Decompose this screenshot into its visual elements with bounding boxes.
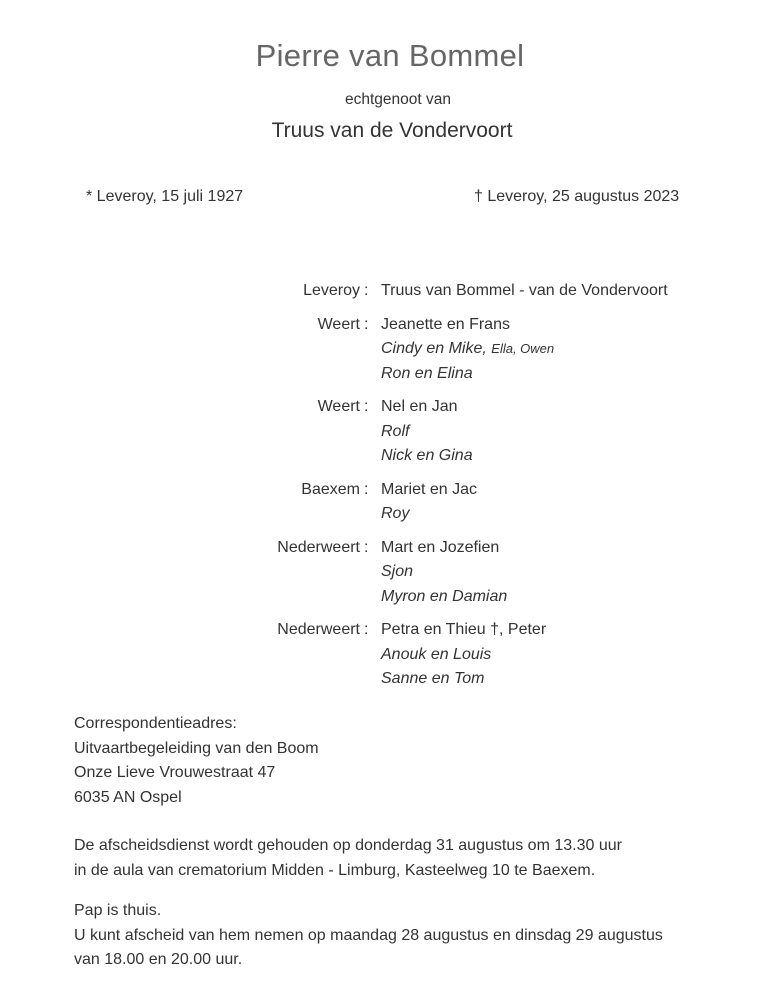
family-member-line — [381, 585, 507, 610]
member-names: Jeanette en Frans — [381, 315, 510, 333]
family-place: Leveroy — [303, 282, 360, 299]
service-block — [74, 834, 622, 883]
separator: : — [364, 538, 369, 556]
family-members — [380, 478, 477, 527]
visitation-line: U kunt afscheid van hem nemen op maandag 28 augustus en dinsdag 29 augustus — [74, 926, 663, 944]
deceased-name: Pierre van Bommel — [255, 38, 525, 73]
family-members — [380, 536, 507, 610]
family-member-line — [381, 667, 546, 692]
correspondence-line: Onze Lieve Vrouwestraat 47 — [74, 764, 276, 781]
member-names: Sanne en Tom — [381, 670, 485, 687]
correspondence-line: 6035 AN Ospel — [74, 788, 182, 806]
family-member-line — [381, 536, 507, 561]
family-group — [200, 536, 740, 610]
separator: : — [364, 398, 369, 415]
member-names: Mart en Jozefien — [381, 538, 500, 556]
visitation-line: Pap is thuis. — [74, 902, 162, 919]
family-group — [200, 618, 740, 692]
great-grandchildren-names: Ella, Owen — [491, 341, 555, 356]
family-member-line — [381, 420, 473, 445]
member-names: Roy — [381, 505, 410, 522]
family-member-line — [381, 362, 554, 387]
family-members — [380, 313, 554, 387]
family-member-line — [381, 395, 473, 420]
service-line: De afscheidsdienst wordt gehouden op donderdag 31 augustus om 13.30 uur — [74, 837, 622, 854]
family-group — [200, 279, 740, 304]
relation-label: echtgenoot van — [344, 91, 451, 108]
member-names: Petra en Thieu †, Peter — [381, 621, 547, 638]
separator: : — [364, 282, 369, 299]
family-members — [380, 618, 546, 692]
family-member-line — [381, 643, 546, 668]
correspondence-line: Uitvaartbegeleiding van den Boom — [74, 739, 319, 757]
visitation-block — [74, 899, 663, 973]
death-date: † Leveroy, 25 augustus 2023 — [474, 188, 680, 205]
visitation-line: van 18.00 en 20.00 uur. — [74, 951, 243, 968]
family-group — [200, 478, 740, 527]
family-member-line — [381, 444, 473, 469]
separator: : — [364, 621, 369, 638]
member-names: Rolf — [381, 422, 410, 440]
family-member-line — [381, 478, 477, 503]
member-names: Nick en Gina — [381, 447, 473, 464]
family-place: Weert — [317, 315, 360, 333]
family-member-line — [381, 337, 554, 362]
correspondence-heading: Correspondentieadres: — [74, 715, 237, 732]
member-names: Cindy en Mike, — [381, 340, 487, 357]
family-member-line — [381, 279, 668, 304]
member-names: Mariet en Jac — [381, 480, 478, 498]
family-place: Nederweert — [277, 621, 360, 638]
family-place: Baexem — [301, 480, 360, 498]
family-member-line — [381, 560, 507, 585]
member-names: Anouk en Louis — [381, 645, 492, 663]
family-members — [380, 279, 668, 304]
member-names: Sjon — [381, 563, 414, 580]
correspondence-block — [74, 712, 319, 810]
family-group — [200, 395, 740, 469]
member-names: Nel en Jan — [381, 398, 458, 415]
separator: : — [364, 480, 369, 498]
family-list — [200, 279, 740, 701]
family-member-line — [381, 313, 554, 338]
spouse-name: Truus van de Vondervoort — [271, 119, 513, 142]
family-group — [200, 313, 740, 387]
family-members — [380, 395, 473, 469]
member-names: Myron en Damian — [381, 587, 508, 605]
family-place: Nederweert — [277, 538, 360, 556]
member-names: Ron en Elina — [381, 364, 473, 382]
service-line: in de aula van crematorium Midden - Limburg, Kasteelweg 10 te Baexem. — [74, 861, 596, 879]
family-place: Weert — [317, 398, 360, 415]
birth-date: * Leveroy, 15 juli 1927 — [86, 188, 244, 205]
member-names: Truus van Bommel - van de Vondervoort — [381, 282, 668, 299]
family-member-line — [381, 618, 546, 643]
family-member-line — [381, 502, 477, 527]
separator: : — [364, 315, 369, 333]
